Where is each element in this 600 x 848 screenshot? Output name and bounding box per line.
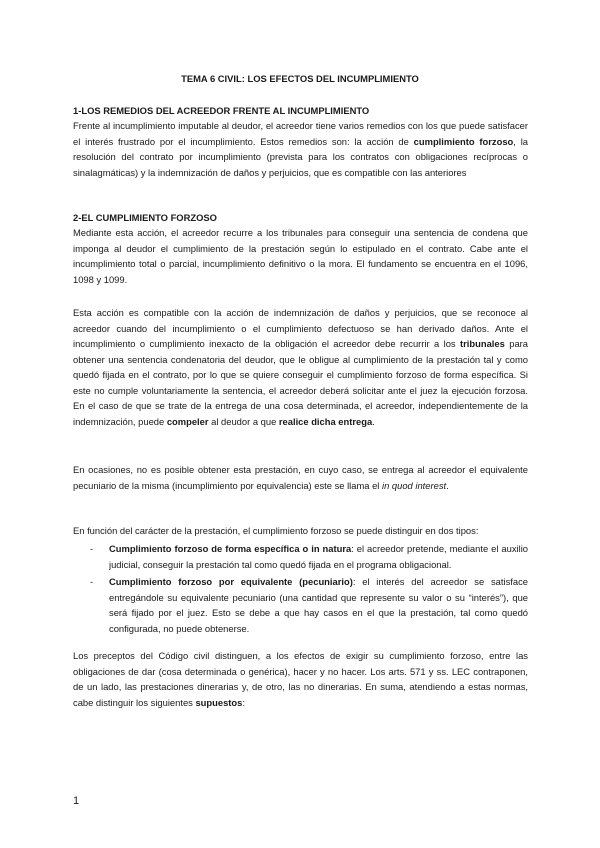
text-run: Esta acción es compatible con la acción de indemnización de daños y perjuicios, que se reconoce al acreedor cuando del incumplimiento o el cumplimiento defectuoso se han derivado daños. Ante el incumplimiento o cumplimiento inexacto de la obligación el acreedor debe recurrir a los [73, 307, 528, 349]
section-2-paragraph-1: Mediante esta acción, el acreedor recurre a los tribunales para conseguir una sentencia de condena que imponga al deudor el cumplimiento de la prestación según lo estipulado en el contrato. Cabe ante el incumplimiento total o parcial, incumplimiento definitivo o la mora. El fundamento se encuentra en el 1096, 1098 y 1099. [73, 227, 528, 285]
types-list [90, 541, 528, 638]
emphasis-compeler: compeler [166, 415, 209, 427]
text-run: , la resolución del contrato por incumplimiento (prevista para los contratos con obligaciones recíprocas o sinalagmáticas) y la indemnización de daños y perjuicios, que es compatible con las anteriores [73, 135, 528, 178]
section-2-heading: 2-EL CUMPLIMIENTO FORZOSO [73, 212, 217, 223]
document-title: TEMA 6 CIVIL: LOS EFECTOS DEL INCUMPLIMIENTO [181, 73, 419, 84]
text-run: En ocasiones, no es posible obtener esta prestación, en cuyo caso, se entrega al acreedor el equivalente pecuniario de la misma (incumplimiento por equivalencia) este se llama el [73, 464, 528, 491]
section-2-paragraph-3 [73, 462, 528, 493]
text-run: . [372, 415, 375, 427]
section-2-paragraph-2 [73, 305, 528, 429]
list-dash: - [90, 576, 94, 587]
text-run: . [446, 479, 449, 491]
emphasis-in-quod-interest: in quod interest [382, 479, 447, 491]
section-2-paragraph-5 [73, 648, 528, 710]
section-2-paragraph-4: En función del carácter de la prestación, el cumplimiento forzoso se puede distinguir en dos tipos: [73, 525, 479, 536]
emphasis-realice-dicha-entrega: realice dicha entrega [278, 415, 373, 427]
emphasis-cumplimiento-forzoso: cumplimiento forzoso [413, 135, 514, 147]
emphasis-tribunales: tribunales [460, 338, 505, 349]
text-run: Frente al incumplimiento imputable al deudor, el acreedor tiene varios remedios con los que puede satisfacer el interés frustrado por el incumplimiento. Estos remedios son: la acción de [73, 120, 528, 147]
list-item [90, 574, 528, 636]
emphasis-supuestos: supuestos [195, 696, 243, 708]
text-run: al deudor a que [208, 415, 279, 427]
list-dash: - [90, 543, 94, 554]
list-item-title: Cumplimiento forzoso por equivalente (pecuniario) [109, 576, 353, 587]
section-1-paragraph [73, 118, 528, 180]
text-run: : [242, 696, 245, 708]
page-number: 1 [73, 795, 80, 807]
text-run: Los preceptos del Código civil distinguen, a los efectos de exigir su cumplimiento forzoso, entre las obligaciones de dar (cosa determinada o genérica), hacer y no hacer. Los arts. 571 y ss. LEC contraponen, de un lado, las prestaciones dinerarias y, de otro, las no dinerarias. En suma, atendiendo a estas normas, cabe distinguir los siguientes [73, 650, 528, 708]
list-item-text: : el acreedor pretende, mediante el auxilio judicial, conseguir la prestación tal como quedó fijada en el programa obligacional. [109, 543, 528, 570]
list-item [90, 541, 528, 572]
section-1-heading: 1-LOS REMEDIOS DEL ACREEDOR FRENTE AL INCUMPLIMIENTO [73, 105, 370, 116]
list-item-title: Cumplimiento forzoso de forma específica o in natura [109, 543, 352, 554]
list-item-text: : el interés del acreedor se satisface entregándole su equivalente pecuniario (una cantidad que represente su valor o su “interés”), que será fijado por el juez. Esto se debe a que hay casos en el que la prestación, tal como quedó configurada, no puede obtenerse. [109, 576, 528, 634]
text-run: para obtener una sentencia condenatoria del deudor, que le obligue al cumplimiento de la prestación tal y como quedó fijada en el contrato, por lo que se quiere conseguir el cumplimiento forzoso de forma específica. Si este no cumple voluntariamente la sentencia, el acreedor deberá solicitar ante el juez la ejecución forzosa. En el caso de que se trate de la entrega de una cosa determinada, el acreedor, independientemente de la indemnización, puede [73, 338, 529, 427]
